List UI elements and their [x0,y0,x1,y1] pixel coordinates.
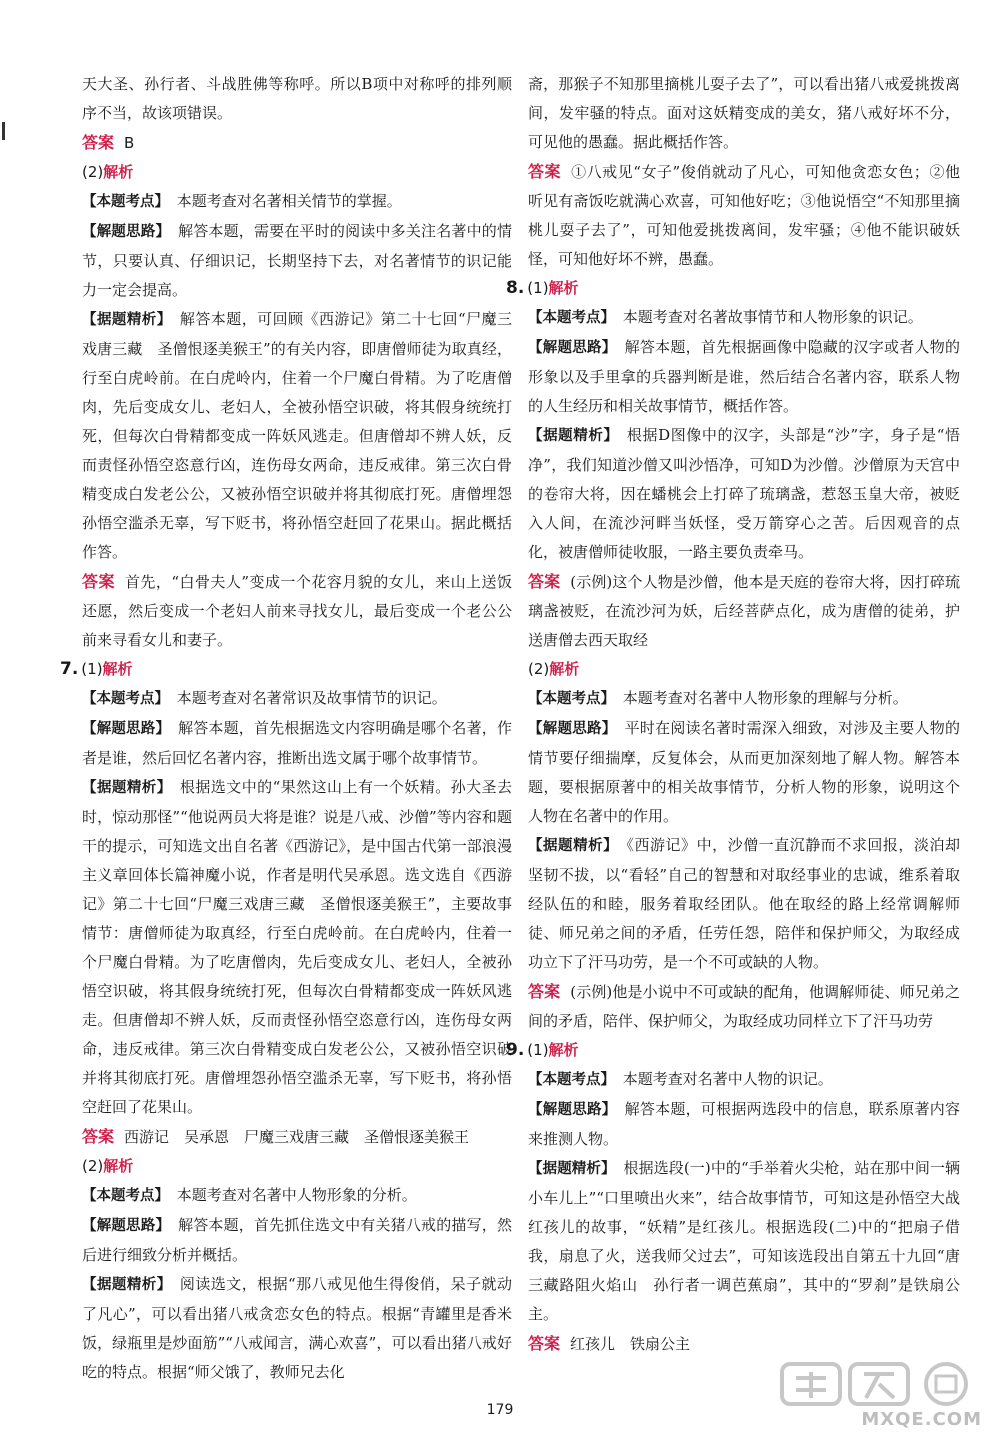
answer-label: 答案 [528,572,561,591]
point-tag: 【 本题考点 】 [528,691,608,707]
idea-line: 【 解题思路 】 解答本题，可根据两选段中的信息，联系原著内容来推测人物。 [528,1095,960,1154]
point-tag: 【 本题考点 】 [82,194,162,210]
answer-label: 答案 [82,133,115,152]
point-line: 【 本题考点 】 本题考查对名著相关情节的掌握。 [82,187,512,217]
paragraph: 斋，那猴子不知那里摘桃儿耍子去了”，可以看出猪八戒爱挑拨离间，发牢骚的特点。面对这妖精变成的美女，猪八戒好坏不分，可见他的愚蠢。据此概括作答。 [528,75,960,151]
point-line: 【 本题考点 】 本题考查对名著中人物形象的分析。 [82,1181,512,1211]
analysis-label: 解析 [548,1041,579,1059]
detail-line: 【 据题精析 】 根据选文中的“果然这山上有一个妖精。孙大圣去时，惊动那怪”“他说两员大将是谁？说是八戒、沙僧”等内容和题干的提示，可知选文出自名著《西游记》，是中国古代第一部浪漫主义章回体长篇神魔小说，作者是明代吴承恩。选文选自《西游记》第二十七回“尸魔三戏唐三藏 圣僧恨逐美猴王”，主要故事情节：唐僧师徒为取真经，行至白虎岭前。在白虎岭内，住着一个尸魔白骨精。为了吃唐僧肉，先后变成女儿、老妇人，全被孙悟空识破，将其假身统统打死，但每次白骨精都变成一阵妖风逃走。但唐僧却不辨人妖，反而责怪孙悟空恣意行凶，连伤母女两命，违反戒律。第三次白骨精变成白发老公公，又被孙悟空识破并将其彻底打死。唐僧埋怨孙悟空滥杀无辜，写下贬书，将孙悟空赶回了花果山。 [82,773,512,1122]
detail-tag: 【 据题精析 】 [528,428,611,444]
page-edge-mark [2,122,5,140]
sub-question-heading: (2)解析 [82,1157,134,1175]
sub-question-heading: (2)解析 [528,660,580,678]
idea-line: 【 解题思路 】 解答本题，需要在平时的阅读中多关注名著中的情节，只要认真、仔细识记，长期坚持下去，对名著情节的识记能力一定会提高。 [82,217,512,305]
analysis-label: 解析 [103,1157,134,1175]
idea-line: 【 解题思路 】 解答本题，首先根据画像中隐藏的汉字或者人物的形象以及手里拿的兵器判断是谁，然后结合名著内容，联系人物的人生经历和相关故事情节，概括作答。 [528,333,960,421]
detail-tag: 【 据题精析 】 [528,838,611,854]
analysis-label: 解析 [102,660,133,678]
answer-line: 答案 B [82,133,135,152]
point-line: 【 本题考点 】 本题考查对名著常识及故事情节的识记。 [82,684,512,714]
watermark-text: MXQE.COM [861,1409,982,1430]
left-column [60,70,512,1387]
watermark-logo [778,1360,988,1432]
right-column [506,70,961,1359]
answer-label: 答案 [528,162,562,181]
page-number: 179 [486,1402,514,1418]
idea-tag: 【 解题思路 】 [82,1218,163,1234]
detail-line: 【 据题精析 】 解答本题，可回顾《西游记》第二十七回“尸魔三戏唐三藏 圣僧恨逐美猴王”的有关内容，即唐僧师徒为取真经，行至白虎岭前。在白虎岭内，住着一个尸魔白骨精。为了吃唐僧肉，先后变成女儿、老妇人，全被孙悟空识破，将其假身统统打死，但每次白骨精都变成一阵妖风逃走。但唐僧却不辨人妖，反而责怪孙悟空恣意行凶，连伤母女两命，违反戒律。第三次白骨精变成白发老公公，又被孙悟空识破并将其彻底打死。唐僧埋怨孙悟空滥杀无辜，写下贬书，将孙悟空赶回了花果山。据此概括作答。 [82,305,512,567]
idea-tag: 【 解题思路 】 [528,1102,609,1118]
point-line: 【 本题考点 】 本题考查对名著中人物的识记。 [528,1065,960,1095]
answer-line: 答案 首先，“白骨夫人”变成一个花容月貌的女儿，来山上送饭还愿，然后变成一个老妇人前来寻找女儿，最后变成一个老公公前来寻看女儿和妻子。 [82,572,512,649]
detail-line: 【 据题精析 】 根据D图像中的汉字，头部是“沙”字，身子是“悟净”，我们知道沙僧又叫沙悟净，可知D为沙僧。沙僧原为天宫中的卷帘大将，因在蟠桃会上打碎了琉璃盏，惹怒玉皇大帝，被贬入人间，在流沙河畔当妖怪，受万箭穿心之苦。后因观音的点化，被唐僧师徒收服，一路主要负责牵马。 [528,421,960,567]
answer-label: 答案 [528,1334,561,1353]
answer-line: 答案 ①八戒见“女子”俊俏就动了凡心，可知他贪恋女色；②他听见有斋饭吃就满心欢喜，可知他好吃；③他说悟空“不知那里摘桃儿耍子去了”，可知他爱挑拨离间，发牢骚；④他不能识破妖怪，可知他好坏不辨，愚蠢。 [528,162,960,268]
analysis-label: 解析 [548,279,579,297]
detail-tag: 【 据题精析 】 [82,1277,164,1293]
detail-tag: 【 据题精析 】 [528,1161,608,1177]
question-number: 8. [506,278,525,298]
idea-line: 【 解题思路 】 解答本题，首先抓住选文中有关猪八戒的描写，然后进行细致分析并概括。 [82,1211,512,1270]
detail-line: 【 据题精析 】 阅读选文，根据“那八戒见他生得俊俏，呆子就动了凡心”，可以看出猪八戒贪恋女色的特点。根据“青罐里是香米饭，绿瓶里是炒面筋”“八戒闻言，满心欢喜”，可以看出猪八戒好吃的特点。根据“师父饿了，教师兄去化 [82,1270,512,1387]
point-tag: 【 本题考点 】 [82,691,162,707]
paragraph: 天大圣、孙行者、斗战胜佛等称呼。所以B项中对称呼的排列顺序不当，故该项错误。 [82,75,512,122]
answer-label: 答案 [82,572,115,591]
idea-line: 【 解题思路 】 解答本题，首先根据选文内容明确是哪个名著，作者是谁，然后回忆名著内容，推断出选文属于哪个故事情节。 [82,714,512,773]
answer-line: 答案 西游记 吴承恩 尸魔三戏唐三藏 圣僧恨逐美猴王 [82,1127,470,1146]
point-line: 【 本题考点 】 本题考查对名著故事情节和人物形象的识记。 [528,303,960,333]
watermark-logo-icon [778,1360,988,1410]
detail-tag: 【 据题精析 】 [82,312,164,328]
sub-question-heading: (2)解析 [82,163,134,181]
idea-tag: 【 解题思路 】 [528,721,609,737]
detail-line: 【 据题精析 】 根据选段(一)中的“手举着火尖枪，站在那中间一辆小车儿上”“口里喷出火来”，结合故事情节，可知这是孙悟空大战红孩儿的故事，“妖精”是红孩儿。根据选段(二)中的“把扇子借我，扇息了火，送我师父过去”，可知该选段出自第五十九回“唐三藏路阻火焰山 孙行者一调芭蕉扇”，其中的“罗刹”是铁扇公主。 [528,1154,960,1329]
detail-tag: 【 据题精析 】 [82,780,164,796]
point-tag: 【 本题考点 】 [528,310,608,326]
point-tag: 【 本题考点 】 [82,1188,162,1204]
answer-line: 答案 (示例)这个人物是沙僧，他本是天庭的卷帘大将，因打碎琉璃盏被贬，在流沙河为妖，后经菩萨点化，成为唐僧的徒弟，护送唐僧去西天取经 [528,572,960,649]
question-number: 7. [60,659,79,679]
answer-line: 答案 红孩儿 铁扇公主 [528,1334,691,1353]
point-tag: 【 本题考点 】 [528,1072,608,1088]
answer-label: 答案 [528,982,561,1001]
question-number: 9. [506,1040,525,1060]
question-heading: 9. (1)解析 [506,1040,579,1060]
answer-label: 答案 [82,1127,115,1146]
point-line: 【 本题考点 】 本题考查对名著中人物形象的理解与分析。 [528,684,960,714]
analysis-label: 解析 [549,660,580,678]
idea-tag: 【 解题思路 】 [528,340,609,356]
idea-line: 【 解题思路 】 平时在阅读名著时需深入细致，对涉及主要人物的情节要仔细揣摩，反复体会，从而更加深刻地了解人物。解答本题，要根据原著中的相关故事情节，分析人物的形象，说明这个人物在名著中的作用。 [528,714,960,831]
question-heading: 8. (1)解析 [506,278,579,298]
question-heading: 7. (1)解析 [60,659,133,679]
idea-tag: 【 解题思路 】 [82,224,163,240]
detail-line: 【 据题精析 】 《西游记》中，沙僧一直沉静而不求回报，淡泊却坚韧不拔，以“看轻”自己的智慧和对取经事业的忠诚，维系着取经队伍的和睦，服务着取经团队。他在取经的路上经常调解师徒、师兄弟之间的矛盾，任劳任怨，陪伴和保护师父，为取经成功立下了汗马功劳，是一个不可或缺的人物。 [528,831,960,977]
answer-line: 答案 (示例)他是小说中不可或缺的配角，他调解师徒、师兄弟之间的矛盾，陪伴、保护师父，为取经成功同样立下了汗马功劳 [528,982,960,1030]
analysis-label: 解析 [103,163,134,181]
idea-tag: 【 解题思路 】 [82,721,163,737]
